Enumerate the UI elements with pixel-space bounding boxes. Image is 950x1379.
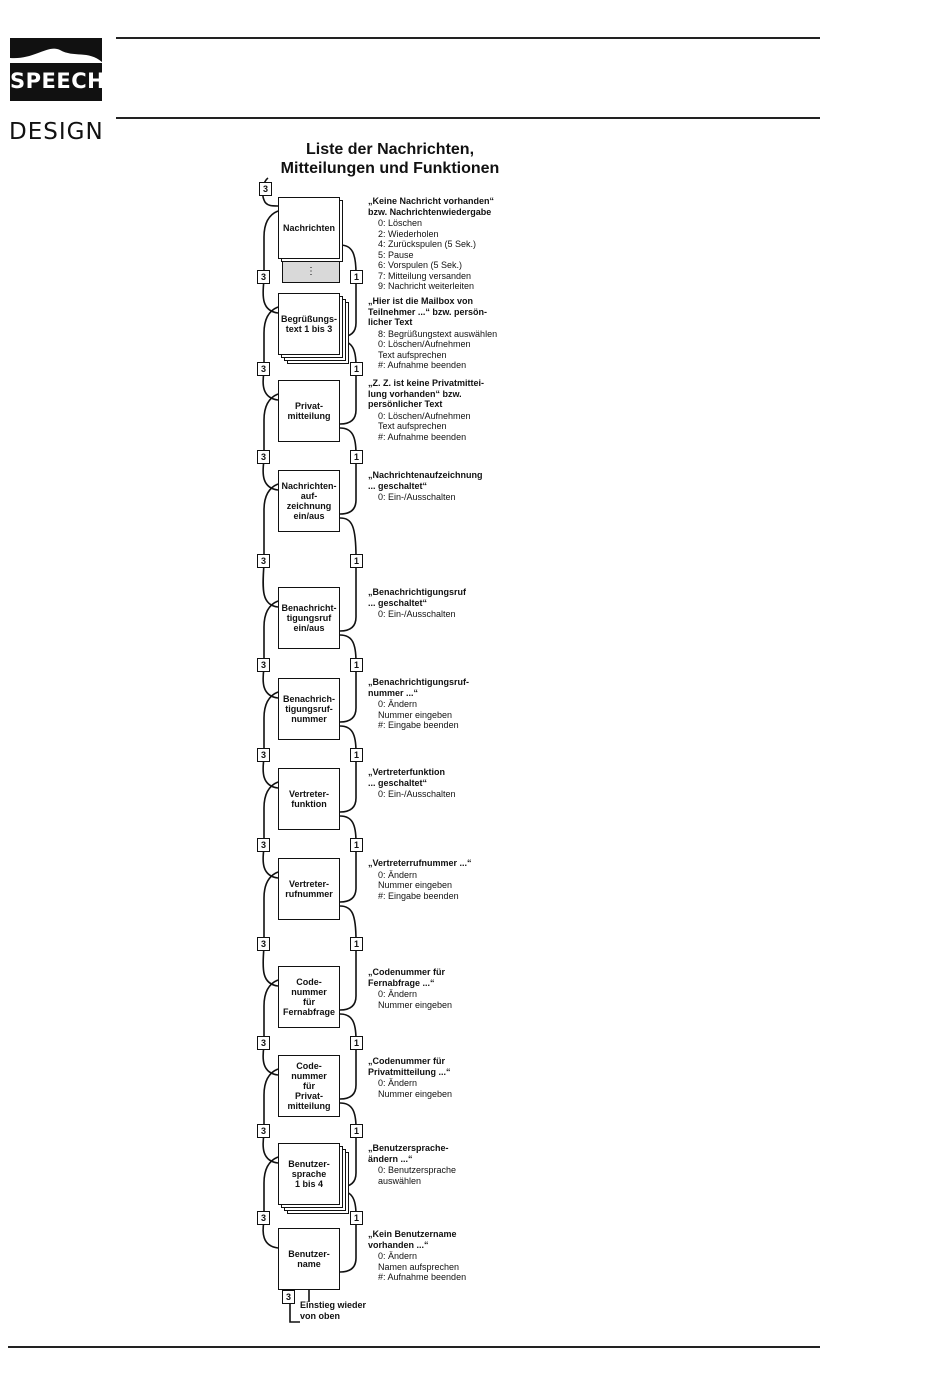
forward-badge[interactable]: 1 (350, 1036, 363, 1050)
entry-description (368, 767, 456, 800)
menu-box[interactable]: Begrüßungs- text 1 bis 3 (278, 293, 340, 355)
entry-description (368, 196, 494, 292)
entry-description (368, 470, 483, 503)
menu-box[interactable]: Benachricht- tigungsruf ein/aus (278, 587, 340, 649)
back-badge[interactable]: 3 (257, 748, 270, 762)
entry-description (368, 967, 452, 1010)
forward-badge[interactable]: 1 (350, 748, 363, 762)
entry-options: 0: Ändern Nummer eingeben (378, 989, 453, 1010)
forward-badge[interactable]: 1 (350, 937, 363, 951)
menu-box[interactable]: Privat- mitteilung (278, 380, 340, 442)
entry-options: 0: Löschen/Aufnehmen Text aufsprechen #: Aufnahme beenden (378, 410, 471, 442)
entry-options: 0: Ein-/Ausschalten (378, 609, 456, 619)
entry-description (368, 1143, 456, 1186)
entry-announcement: „Benachrichtigungsruf- nummer ...“ (368, 677, 470, 698)
entry-announcement: „Vertreterfunktion ... geschaltet“ (368, 767, 446, 788)
menu-box[interactable]: Nachrichten- auf- zeichnung ein/aus (278, 470, 340, 532)
entry-announcement: „Benachrichtigungsruf ... geschaltet“ (368, 587, 467, 608)
entry-announcement: „Z. Z. ist keine Privatmittei- lung vorhanden“ bzw. persönlicher Text (368, 378, 485, 409)
forward-badge[interactable]: 1 (350, 838, 363, 852)
entry-announcement: „Vertreterrufnummer ...“ (368, 858, 472, 868)
back-badge[interactable]: 3 (257, 658, 270, 672)
forward-badge[interactable]: 1 (350, 658, 363, 672)
extension-dots: ⋮ (282, 261, 340, 283)
back-badge[interactable]: 3 (257, 838, 270, 852)
back-badge[interactable]: 3 (257, 937, 270, 951)
entry-announcement: „Codenummer für Privatmitteilung ...“ (368, 1056, 451, 1077)
entry-announcement: „Benutzersprache- ändern ...“ (368, 1143, 449, 1164)
entry-description (368, 1229, 466, 1283)
menu-box[interactable]: Benutzer- sprache 1 bis 4 (278, 1143, 340, 1205)
menu-box[interactable]: Code- nummer für Fernabfrage (278, 966, 340, 1028)
back-badge[interactable]: 3 (257, 270, 270, 284)
menu-box[interactable]: Vertreter- funktion (278, 768, 340, 830)
entry-announcement: „Hier ist die Mailbox von Teilnehmer ...“ bzw. persön- licher Text (368, 296, 488, 327)
back-badge[interactable]: 3 (257, 1036, 270, 1050)
entry-options: 0: Benutzersprache auswählen (378, 1165, 457, 1186)
back-badge[interactable]: 3 (257, 1211, 270, 1225)
title-line-1: Liste der Nachrichten, (305, 141, 475, 158)
forward-badge[interactable]: 1 (350, 362, 363, 376)
entry-announcement: „Keine Nachricht vorhanden“ bzw. Nachrichtenwiedergabe (368, 196, 495, 217)
entry-options: 0: Ein-/Ausschalten (378, 789, 456, 799)
forward-badge[interactable]: 1 (350, 450, 363, 464)
menu-box[interactable]: Nachrichten (278, 197, 340, 259)
entry-options: 0: Löschen 2: Wiederholen 4: Zurückspulen (5 Sek.) 5: Pause 6: Vorspulen (5 Sek.) 7: Mitteilung versanden 9: Nachricht weiterleiten (378, 218, 477, 291)
back-badge-final: 3 (282, 1290, 295, 1304)
entry-description (368, 378, 484, 442)
menu-box[interactable]: Code- nummer für Privat- mitteilung (278, 1055, 340, 1117)
entry-description (368, 858, 472, 901)
back-badge[interactable]: 3 (257, 362, 270, 376)
menu-box[interactable]: Benachrich- tigungsruf- nummer (278, 678, 340, 740)
back-badge[interactable]: 3 (257, 554, 270, 568)
entry-options: 0: Ändern Nummer eingeben (378, 1078, 453, 1099)
forward-badge[interactable]: 1 (350, 554, 363, 568)
entry-options: 0: Ändern Namen aufsprechen #: Aufnahme beenden (378, 1251, 467, 1282)
forward-badge[interactable]: 1 (350, 1211, 363, 1225)
forward-badge[interactable]: 1 (350, 270, 363, 284)
entry-description (368, 677, 469, 731)
entry-options: 0: Ein-/Ausschalten (378, 492, 456, 502)
back-badge[interactable]: 3 (257, 1124, 270, 1138)
logo-sub: DESIGN (9, 119, 104, 145)
entry-description (368, 587, 466, 620)
forward-badge[interactable]: 1 (350, 1124, 363, 1138)
entry-description (368, 296, 497, 371)
entry-announcement: „Codenummer für Fernabfrage ...“ (368, 967, 446, 988)
back-badge-top: 3 (259, 182, 272, 196)
entry-options: 0: Ändern Nummer eingeben #: Eingabe beenden (378, 699, 459, 730)
menu-box[interactable]: Benutzer- name (278, 1228, 340, 1290)
entry-options: 8: Begrüßungstext auswählen 0: Löschen/Aufnehmen Text aufsprechen #: Aufnahme beenden (378, 328, 498, 370)
title-line-2: Mitteilungen und Funktionen (280, 160, 500, 177)
entry-options: 0: Ändern Nummer eingeben #: Eingabe beenden (378, 869, 459, 901)
back-badge[interactable]: 3 (257, 450, 270, 464)
entry-announcement: „Nachrichtenaufzeichnung ... geschaltet“ (368, 470, 483, 491)
footer-note: Einstieg wieder von oben (300, 1300, 367, 1321)
logo-word: SPEECH (10, 69, 106, 93)
menu-box[interactable]: Vertreter- rufnummer (278, 858, 340, 920)
entry-announcement: „Kein Benutzername vorhanden ...“ (368, 1229, 457, 1250)
entry-description (368, 1056, 452, 1099)
